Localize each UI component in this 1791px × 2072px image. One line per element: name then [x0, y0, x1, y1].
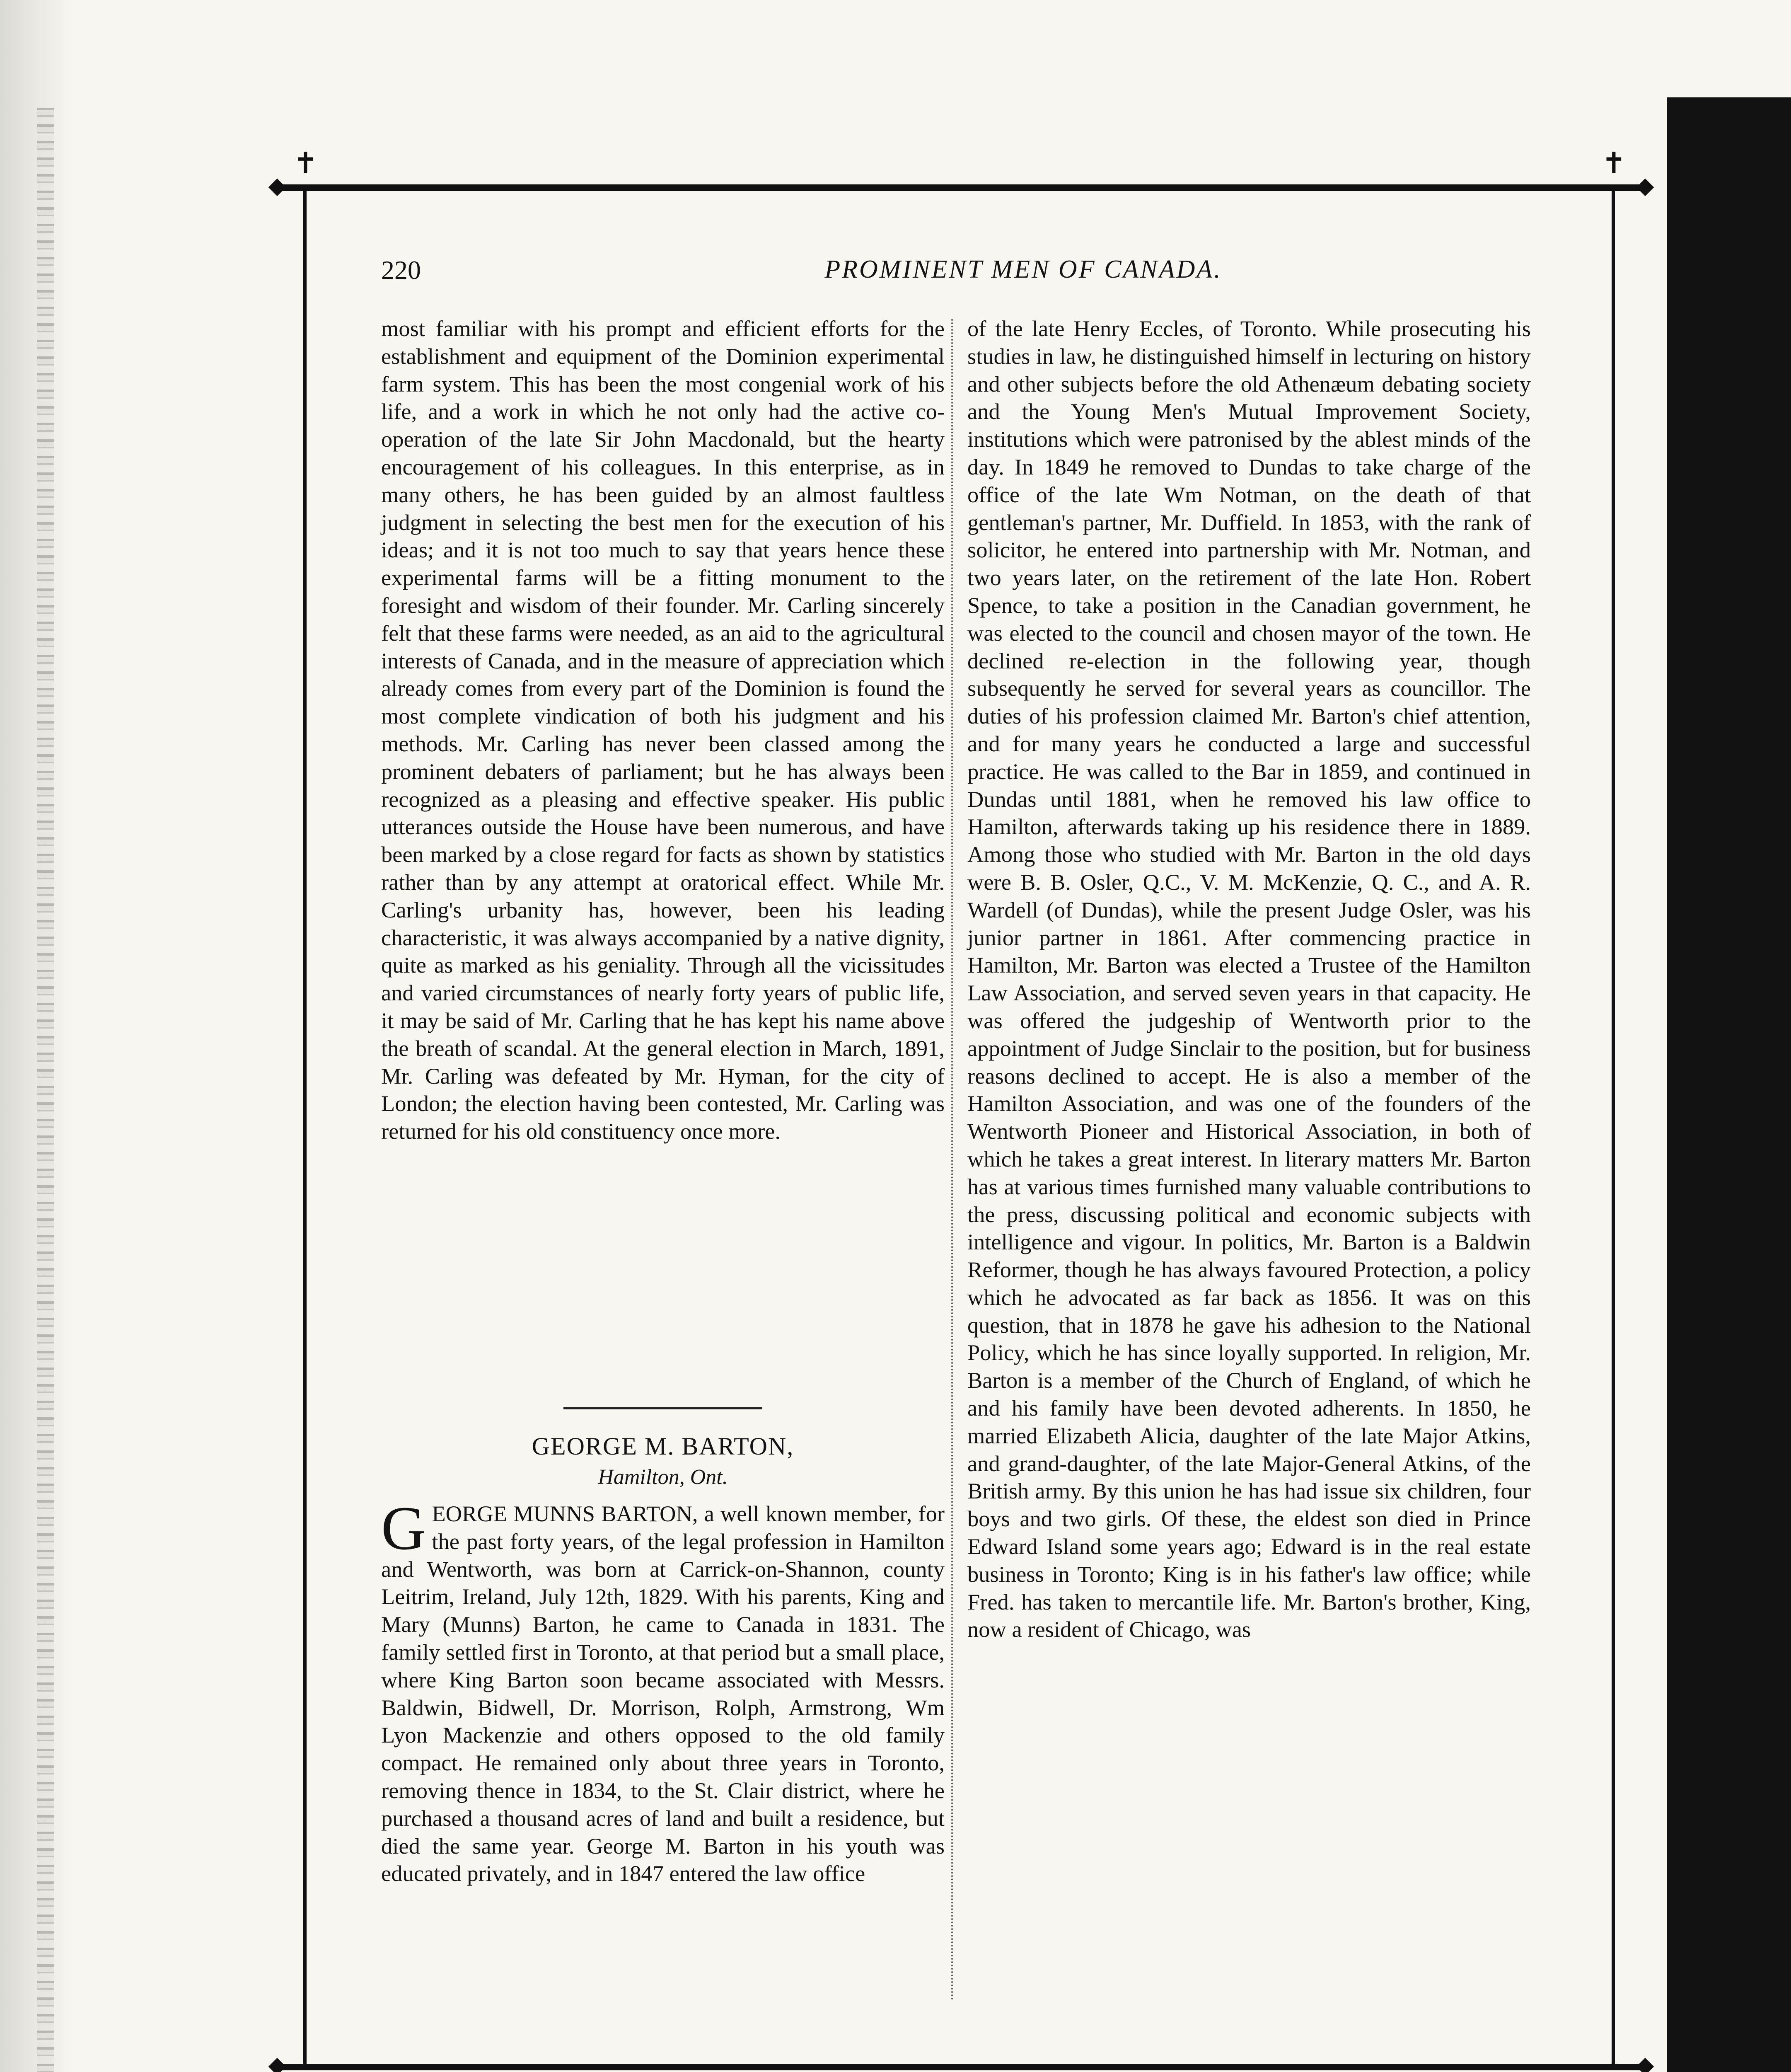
column-divider: [951, 319, 953, 2002]
drop-cap: G: [381, 1494, 426, 1563]
frame-post-left: [303, 186, 307, 2068]
scan-binding-strip: [37, 108, 54, 2072]
corner-ornament-icon: ✝: [1602, 148, 1626, 179]
page-number: 220: [381, 255, 421, 285]
frame-rule-bottom: [273, 2064, 1649, 2070]
article-place: Hamilton, Ont.: [598, 1465, 728, 1489]
corner-ornament-icon: ✝: [293, 148, 318, 179]
frame-post-right: [1612, 186, 1615, 2068]
page-header: [381, 255, 1624, 288]
article-body-text: EORGE MUNNS BARTON, a well known member, for the past forty years, of the legal profession in Hamilton and Wentworth, was born at Carrick-on-Shannon, county Leitrim, Ireland, July 12th, 1829. With his parents, King and Mary (Munns) Barton, he came to Canada in 1831. The family settled first in Toronto, at that period but a small place, where King Barton soon became associated with Messrs. Baldwin, Bidwell, Dr. Morrison, Rolph, Armstrong, Wm Lyon Mackenzie and others opposed to the old family compact. He remained only about three years in Toronto, removing thence in 1834, to the St. Clair district, where he purchased a thousand acres of land and built a residence, but died the same year. George M. Barton in his youth was educated privately, and in 1847 entered the law office: [381, 1501, 945, 1886]
article-body: [381, 1494, 945, 1888]
running-title: PROMINENT MEN OF CANADA.: [824, 255, 1222, 283]
scan-dark-edge-right: [1667, 97, 1791, 2072]
section-separator: [563, 1407, 762, 1409]
frame-rule-top: [273, 184, 1649, 191]
left-column-text: most familiar with his prompt and efficient efforts for the establishment and equipment of the Dominion experimental farm system. This has been the most congenial work of his life, and a work in which he not only had the active co-operation of the late Sir John Macdonald, but the hearty encouragement of his colleagues. In this enterprise, as in many others, he has been guided by an almost faultless judgment in selecting the best men for the execution of his ideas; and it is not too much to say that years hence these experimental farms will be a fitting monument to the foresight and wisdom of their founder. Mr. Carling sincerely felt that these farms were needed, as an aid to the agricultural interests of Canada, and in the measure of appreciation which already comes from every part of the Dominion is found the most complete vindication of both his judgment and his methods. Mr. Carling has never been classed among the prominent debaters of parliament; but he has always been recognized as a pleasing and effective speaker. His public utterances outside the House have been numerous, and have been marked by a close regard for facts as shown by statistics rather than by any attempt at oratorical effect. While Mr. Carling's urbanity has, however, been his leading characteristic, it was always accompanied by a native dignity, quite as marked as his geniality. Through all the vicissitudes and varied circumstances of nearly forty years of public life, it may be said of Mr. Carling that he has kept his name above the breath of scandal. At the general election in March, 1891, Mr. Carling was defeated by Mr. Hyman, for the city of London; the election having been contested, Mr. Carling was returned for his old constituency once more.: [381, 316, 945, 1144]
right-column-text: of the late Henry Eccles, of Toronto. While prosecuting his studies in law, he distinguished himself in lecturing on history and other subjects before the old Athenæum debating society and the Young Men's Mutual Improvement Society, institutions which were patronised by the ablest minds of the day. In 1849 he removed to Dundas to take charge of the office of the late Wm Notman, on the death of that gentleman's partner, Mr. Duffield. In 1853, with the rank of solicitor, he entered into partnership with Mr. Notman, and two years later, on the retirement of the late Hon. Robert Spence, to take a position in the Canadian government, he was elected to the council and chosen mayor of the town. He declined re-election in the following year, though subsequently he served for several years as councillor. The duties of his profession claimed Mr. Barton's chief attention, and for many years he conducted a large and successful practice. He was called to the Bar in 1859, and continued in Dundas until 1881, when he removed his law office to Hamilton, afterwards taking up his residence there in 1889. Among those who studied with Mr. Barton in the old days were B. B. Osler, Q.C., V. M. McKenzie, Q. C., and A. R. Wardell (of Dundas), while the present Judge Osler, was his junior partner in 1861. After commencing practice in Hamilton, Mr. Barton was elected a Trustee of the Hamilton Law Association, and served seven years in that capacity. He was offered the judgeship of Wentworth prior to the appointment of Judge Sinclair to the position, but for business reasons declined to accept. He is also a member of the Hamilton Association, and was one of the founders of the Wentworth Pioneer and Historical Association, in both of which he takes a great interest. In literary matters Mr. Barton has at various times furnished many valuable contributions to the press, discussing political and economic subjects with intelligence and vigour. In politics, Mr. Barton is a Baldwin Reformer, though he has always favoured Protection, a policy which he advocated as far back as 1856. It was on this question, that in 1878 he gave his adhesion to the National Policy, which he has since loyally supported. In religion, Mr. Barton is a member of the Church of England, of which he and his family have been devoted adherents. In 1850, he married Elizabeth Alicia, daughter of the late Major Atkins, and grand-daughter, of the late Major-General Atkins, of the British army. By this union he has had issue six children, four boys and two girls. Of these, the eldest son died in Prince Edward Island some years ago; Edward is in the real estate business in Toronto; King is in his father's law office; while Fred. has taken to mercantile life. Mr. Barton's brother, King, now a resident of Chicago, was: [967, 316, 1531, 1642]
article-title: GEORGE M. BARTON,: [532, 1433, 794, 1460]
article-heading: [381, 1430, 945, 1492]
